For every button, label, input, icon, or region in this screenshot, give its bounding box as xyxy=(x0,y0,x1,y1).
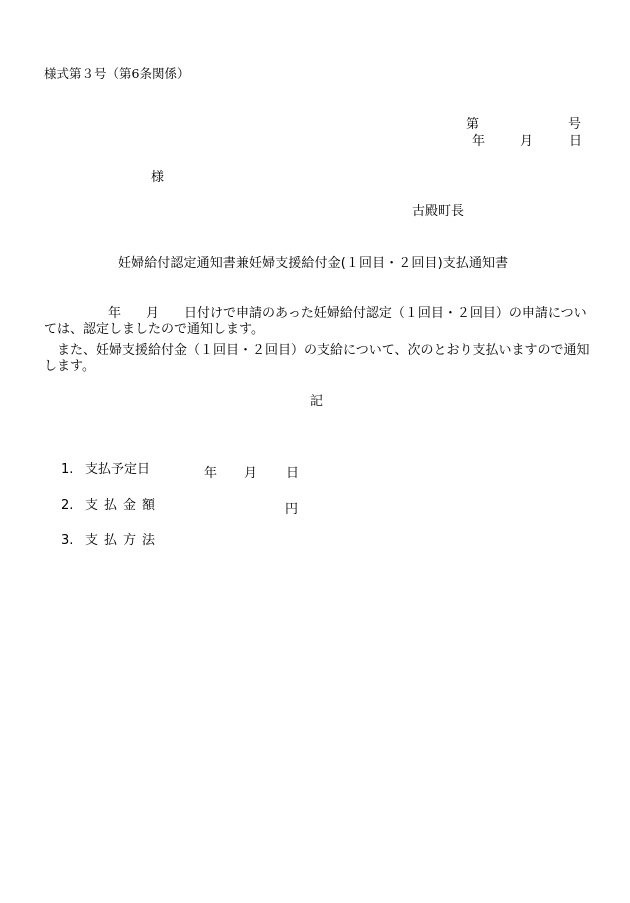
payment-date-month: 月 xyxy=(244,466,258,481)
item-label: 支払予定日 xyxy=(85,462,151,477)
item-number: 1. xyxy=(61,462,74,477)
item-payment-amount xyxy=(61,498,161,513)
payment-amount-unit: 円 xyxy=(285,502,299,517)
payment-date-year: 年 xyxy=(204,466,218,481)
payment-date-day: 日 xyxy=(286,466,300,481)
issue-date-day: 日 xyxy=(569,134,583,149)
recipient-honorific: 様 xyxy=(151,170,165,185)
body-paragraph-1 xyxy=(44,306,592,338)
application-date-year: 年 xyxy=(108,306,122,321)
item-label: 支払金額 xyxy=(85,498,162,513)
form-number: 様式第３号（第6条関係） xyxy=(44,66,190,81)
item-payment-method xyxy=(61,533,161,548)
document-number-prefix: 第 xyxy=(466,117,480,132)
item-payment-date xyxy=(61,462,150,477)
item-label: 支払方法 xyxy=(85,533,162,548)
body-paragraph-1-text: 日付けで申請のあった妊婦給付認定（１回目・２回目）の申請については、認定しましたので通知します。 xyxy=(44,306,587,337)
body-paragraph-2: また、妊婦支援給付金（１回目・２回目）の支給について、次のとおり支払いますので通知します。 xyxy=(44,343,590,374)
document-title: 妊婦給付認定通知書兼妊婦支援給付金(１回目・２回目)支払通知書 xyxy=(118,256,509,271)
issue-date-year: 年 xyxy=(472,134,486,149)
item-number: 3. xyxy=(61,533,74,548)
document-number-suffix: 号 xyxy=(568,117,582,132)
application-date-month: 月 xyxy=(146,306,160,321)
issue-date-month: 月 xyxy=(520,134,534,149)
issuer-name: 古殿町長 xyxy=(412,204,465,219)
item-number: 2. xyxy=(61,498,74,513)
ki-heading: 記 xyxy=(310,394,324,409)
